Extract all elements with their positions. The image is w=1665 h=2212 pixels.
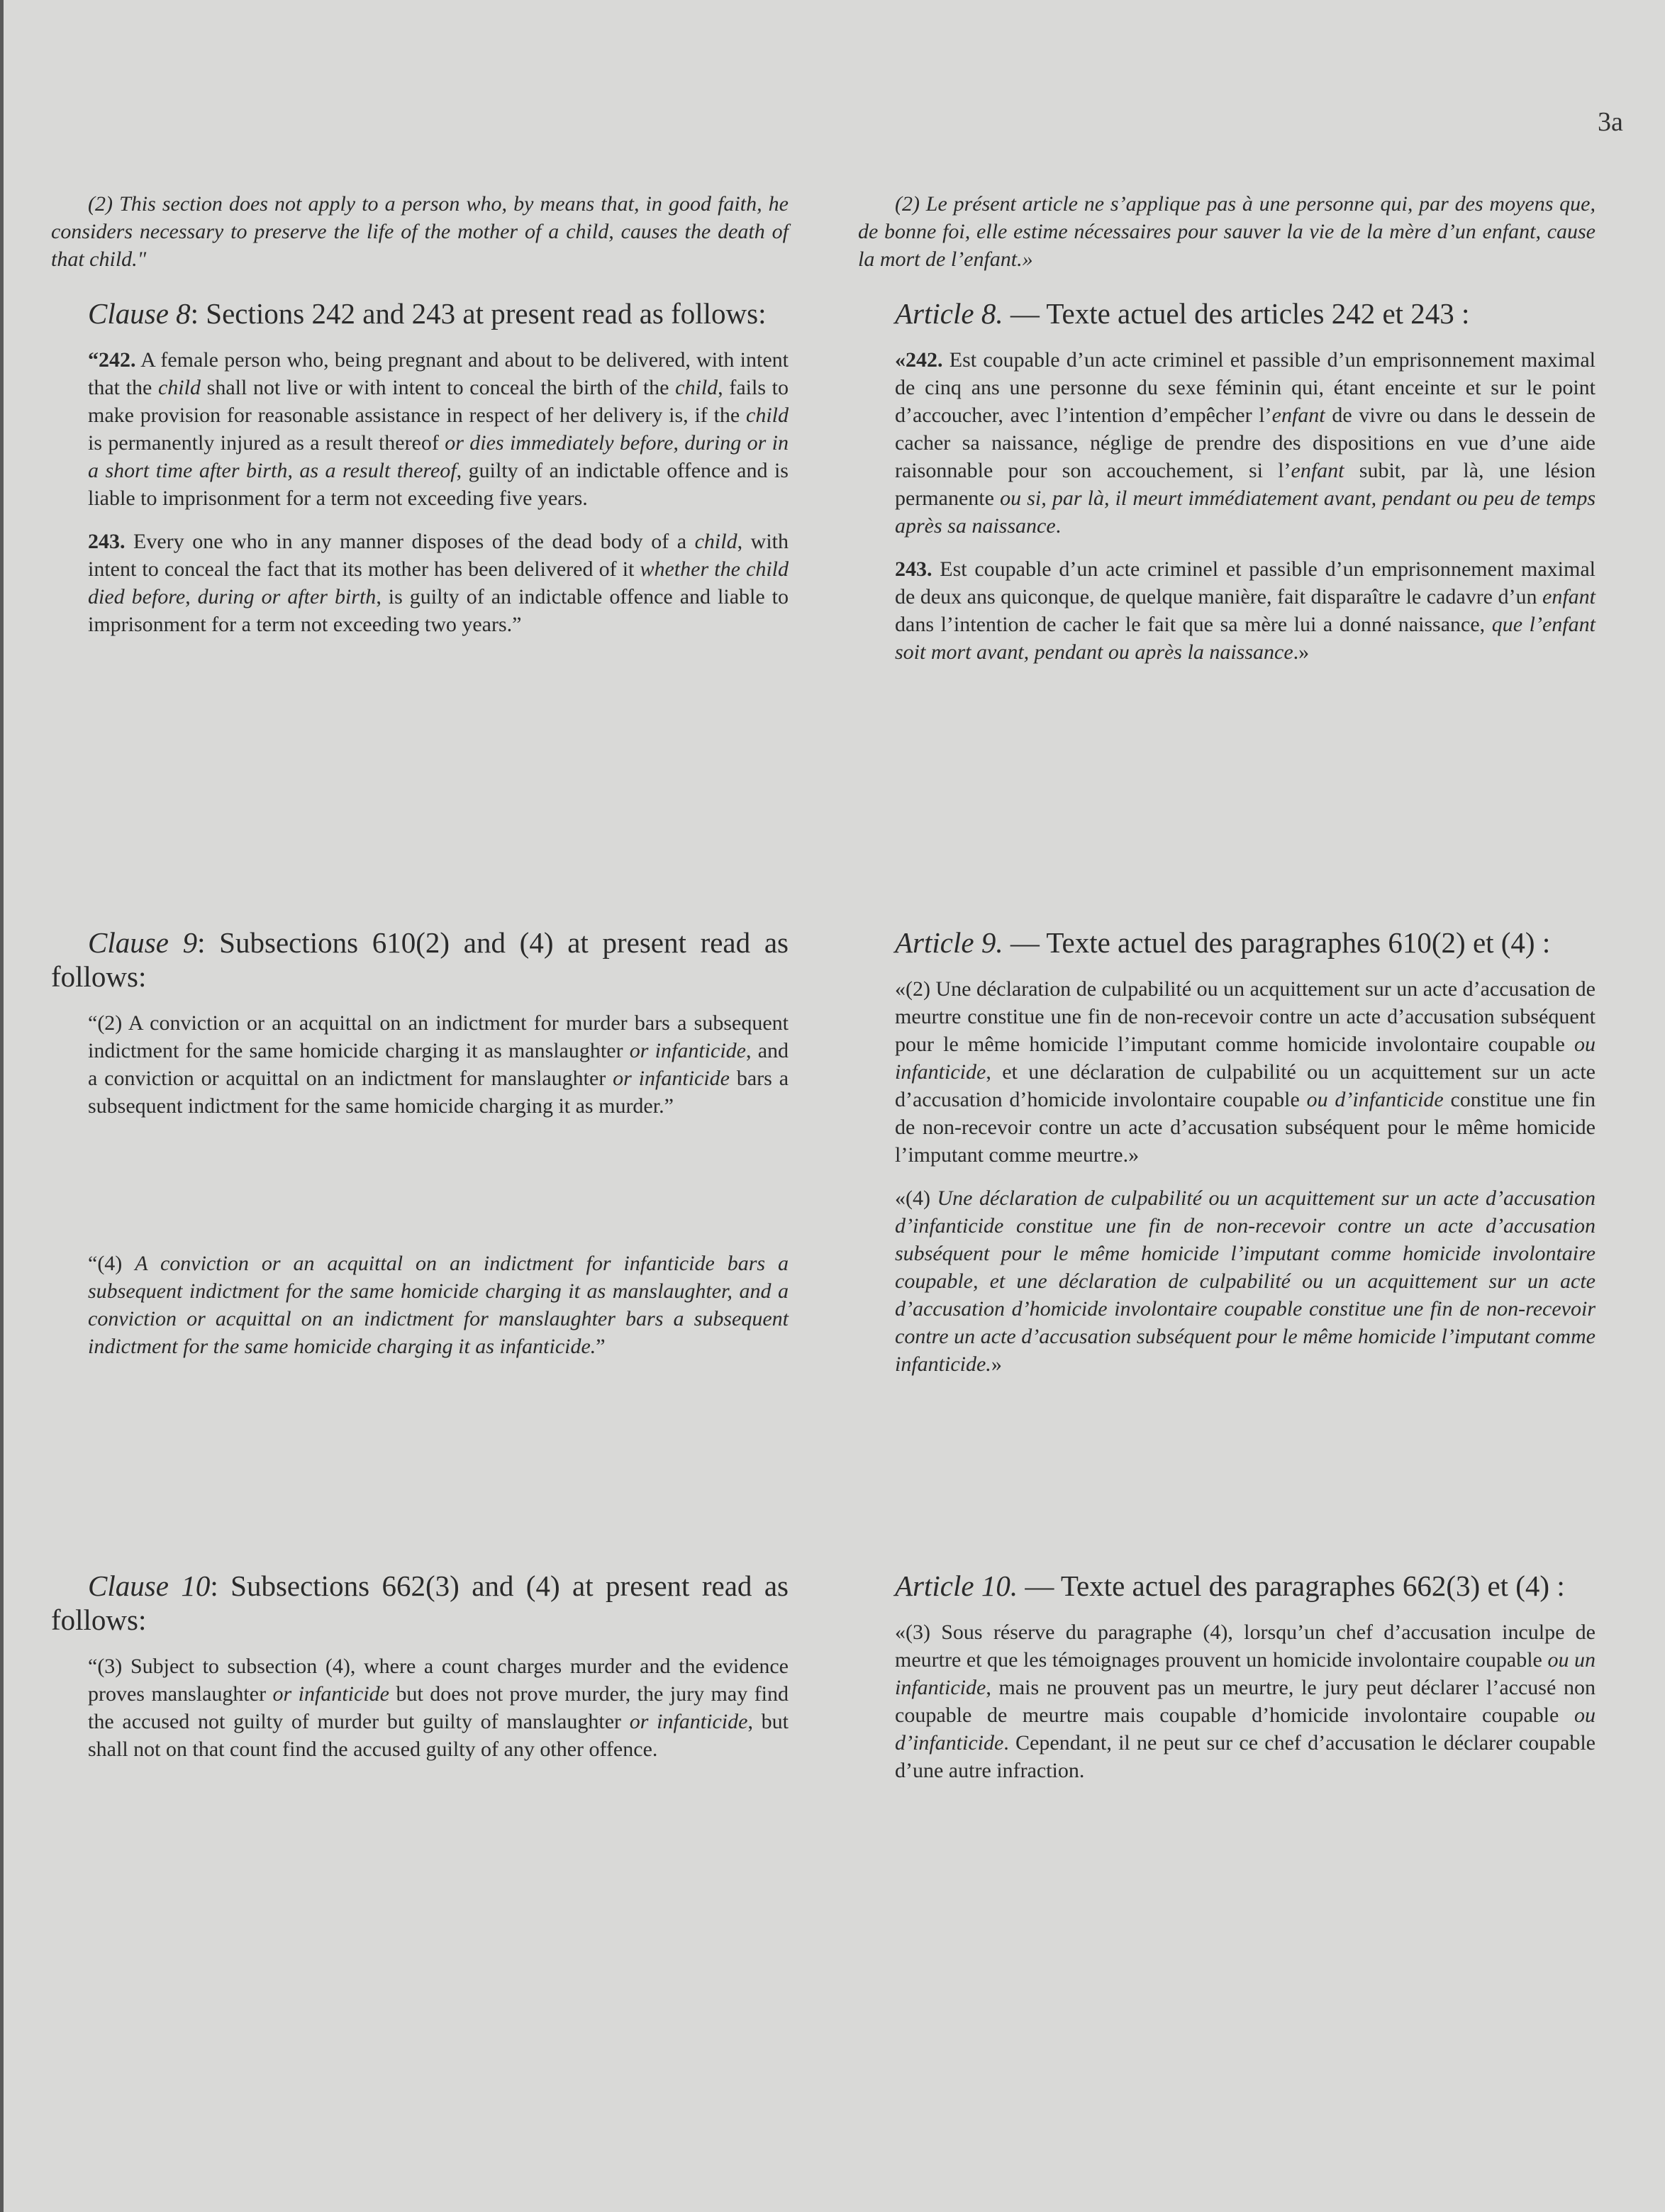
text-run: constitue une fin de non-recevoir contre un acte d’accusation subséquent pour le même homicide l’imputant comme meurtre.» xyxy=(895,1088,1596,1167)
text-run: Est coupable d’un acte criminel et passible d’un emprisonnement maximal de cinq ans une personne du sexe féminin qui, étant enceinte et sur le point d’accoucher, avec l’intention d’empêcher l’ xyxy=(895,348,1596,427)
italic-run: enfant xyxy=(1291,459,1344,482)
text-run: , is guilty of an indictable offence and liable to imprisonment for a term not exceeding two years.” xyxy=(88,585,789,636)
subsection-610-4-text xyxy=(51,1250,789,1360)
clause-9-block xyxy=(51,926,789,1135)
text-run: «(4) xyxy=(895,1186,937,1210)
article-243-number: 243. xyxy=(895,557,932,581)
article-8-heading-text: — Texte actuel des articles 242 et 243 : xyxy=(1003,297,1470,330)
clause-9-heading xyxy=(51,926,789,994)
text-run: .» xyxy=(1293,640,1310,664)
italic-run: ou si, par là, il meurt immédiatement avant, pendant ou peu de temps après sa naissance xyxy=(895,487,1596,538)
clause-9-sub4-block xyxy=(51,1250,789,1376)
clause-9-heading-text: : Subsections 610(2) and (4) at present read as follows: xyxy=(51,926,789,993)
italic-run: ou d’infanticide xyxy=(895,1704,1596,1755)
text-run: de vivre ou dans le dessein de cacher sa naissance, néglige de prendre des dispositions en vue d’une aide raisonnable pour son accouchement, si l’ xyxy=(895,404,1596,482)
text-run: “(3) Subject to subsection (4), where a count charges murder and the evidence proves manslaughter xyxy=(88,1655,789,1706)
italic-run: or infanticide xyxy=(629,1710,748,1733)
clause-9-label: Clause 9 xyxy=(88,926,198,959)
paragraph-662-3-text xyxy=(858,1618,1596,1784)
text-run: ” xyxy=(596,1335,606,1358)
text-run: , mais ne prouvent pas un meurtre, le jury peut déclarer l’accusé non coupable de meurtre mais coupable d’homicide involontaire coupable xyxy=(895,1676,1596,1727)
article-9-heading xyxy=(858,926,1596,960)
text-run: «(2) Une déclaration de culpabilité ou un acquittement sur un acte d’accusation de meurtre constitue une fin de non-recevoir contre un acte d’accusation subséquent pour le même homicide l’imputant comme homicide involontaire coupable xyxy=(895,977,1596,1056)
text-run: . Cependant, il ne peut sur ce chef d’accusation le déclarer coupable d’une autre infraction. xyxy=(895,1731,1596,1782)
article-8-heading xyxy=(858,296,1596,330)
text-run: , et une déclaration de culpabilité ou un acquittement sur un acte d’accusation d’homicide involontaire coupable xyxy=(895,1060,1596,1111)
italic-run: whether the child died before, during or after birth xyxy=(88,557,789,608)
text-run: Every one who in any manner disposes of the dead body of a xyxy=(125,530,695,553)
section-242-text xyxy=(51,346,789,512)
section-note-2-fr: (2) Le présent article ne s’applique pas à une personne qui, par des moyens que, de bonne foi, elle estime nécessaires pour sauver la vie de la mère d’un enfant, cause la mort de l’enfant.» xyxy=(858,192,1596,271)
subsection-610-2-text xyxy=(51,1009,789,1120)
text-run: but does not prove murder, the jury may find the accused not guilty of murder but guilty of manslaughter xyxy=(88,1682,789,1733)
text-run: “(4) xyxy=(88,1252,135,1275)
english-column xyxy=(51,190,789,289)
text-run: . xyxy=(1055,514,1062,538)
italic-run: ou infanticide xyxy=(895,1033,1596,1084)
italic-run: ou un infanticide xyxy=(895,1648,1596,1699)
paragraph-610-4-text xyxy=(858,1184,1596,1378)
clause-10-label: Clause 10 xyxy=(88,1569,211,1602)
text-run: , guilty of an indictable offence and is liable to imprisonment for a term not exceeding five years. xyxy=(88,459,789,510)
text-run: shall not live or with intent to conceal the birth of the xyxy=(200,376,676,399)
italic-run: enfant xyxy=(1271,404,1325,427)
section-243-text xyxy=(51,528,789,638)
text-run: Est coupable d’un acte criminel et passible d’un emprisonnement maximal de deux ans quiconque, de quelque manière, fait disparaître le cadavre d’un xyxy=(895,557,1596,608)
clause-8-heading-text: : Sections 242 and 243 at present read as follows: xyxy=(190,297,767,330)
article-9-label: Article 9. xyxy=(895,926,1003,959)
text-run: , with intent to conceal the fact that its mother has been delivered of it xyxy=(88,530,789,581)
clause-10-heading-text: : Subsections 662(3) and (4) at present read as follows: xyxy=(51,1569,789,1636)
text-run: , and a conviction or acquittal on an indictment for manslaughter xyxy=(88,1039,789,1090)
italic-run: or infanticide xyxy=(629,1039,746,1062)
article-242-text xyxy=(858,346,1596,540)
italic-run: A conviction or an acquittal on an indictment for infanticide bars a subsequent indictment for the same homicide charging it as manslaughter, and a conviction or acquittal on an indictment for manslaughter bars a subsequent indictment for the same homicide charging it as infanticide. xyxy=(88,1252,789,1358)
text-run: «(3) Sous réserve du paragraphe (4), lorsqu’un chef d’accusation inculpe de meurtre et que les témoignages prouvent un homicide involontaire coupable xyxy=(895,1621,1596,1672)
text-run: subit, par là, une lésion permanente xyxy=(895,459,1596,510)
italic-run: child xyxy=(694,530,737,553)
clause-8-label: Clause 8 xyxy=(88,297,191,330)
italic-run: child xyxy=(157,376,201,399)
article-242-number: «242. xyxy=(895,348,943,372)
text-run: is permanently injured as a result thereof xyxy=(88,431,445,455)
article-10-heading xyxy=(858,1569,1596,1603)
article-8-label: Article 8. xyxy=(895,297,1003,330)
article-10-label: Article 10. xyxy=(895,1569,1018,1602)
italic-run: Une déclaration de culpabilité ou un acquittement sur un acte d’accusation d’infanticide constitue une fin de non-recevoir contre un acte d’accusation subséquent pour le même homicide l’imputant comme homicide involontaire coupable, et une déclaration de culpabilité ou un acquittement sur un acte d’accusation d’homicide involontaire coupable constitue une fin de non-recevoir contre un acte d’accusation subséquent pour le même homicide l’imputant comme infanticide. xyxy=(895,1186,1596,1376)
text-run: , fails to make provision for reasonable assistance in respect of her delivery is, if the xyxy=(88,376,789,427)
text-run: , but shall not on that count find the accused guilty of any other offence. xyxy=(88,1710,789,1761)
italic-run: que l’enfant soit mort avant, pendant ou après la naissance xyxy=(895,613,1596,664)
text-run: A female person who, being pregnant and about to be delivered, with intent that the xyxy=(88,348,789,399)
clause-10-heading xyxy=(51,1569,789,1637)
text-run: dans l’intention de cacher le fait que sa mère lui a donné naissance, xyxy=(895,613,1492,636)
article-10-heading-text: — Texte actuel des paragraphes 662(3) et (4) : xyxy=(1018,1569,1565,1602)
text-run: “(2) A conviction or an acquittal on an indictment for murder bars a subsequent indictment for the same homicide charging it as manslaughter xyxy=(88,1011,789,1062)
article-9-block xyxy=(858,926,1596,1394)
section-note-2: (2) This section does not apply to a person who, by means that, in good faith, he considers necessary to preserve the life of the mother of a child, causes the death of that child." xyxy=(51,192,789,271)
article-9-heading-text: — Texte actuel des paragraphes 610(2) et (4) : xyxy=(1003,926,1551,959)
italic-run: enfant xyxy=(1542,585,1596,608)
text-run: bars a subsequent indictment for the same homicide charging it as murder.” xyxy=(88,1067,789,1118)
clause-8-heading xyxy=(51,296,789,330)
italic-run: child xyxy=(746,404,789,427)
section-243-number: 243. xyxy=(88,530,126,553)
clause-8-block xyxy=(51,296,789,654)
article-243-text xyxy=(858,555,1596,666)
italic-run: child xyxy=(675,376,718,399)
clause-10-block xyxy=(51,1569,789,1779)
subsection-662-3-text xyxy=(51,1652,789,1763)
text-run: » xyxy=(991,1352,1002,1376)
italic-run: or infanticide xyxy=(272,1682,389,1706)
section-242-number: “242. xyxy=(88,348,136,372)
paragraph-610-2-text xyxy=(858,975,1596,1169)
italic-run: ou d’infanticide xyxy=(1306,1088,1444,1111)
italic-run: or dies immediately before, during or in a short time after birth, as a result thereof xyxy=(88,431,789,482)
french-column xyxy=(858,190,1596,289)
article-10-block xyxy=(858,1569,1596,1800)
page-edge xyxy=(0,0,4,2212)
page-number: 3a xyxy=(1598,107,1623,137)
italic-run: or infanticide xyxy=(613,1067,730,1090)
article-8-block xyxy=(858,296,1596,682)
